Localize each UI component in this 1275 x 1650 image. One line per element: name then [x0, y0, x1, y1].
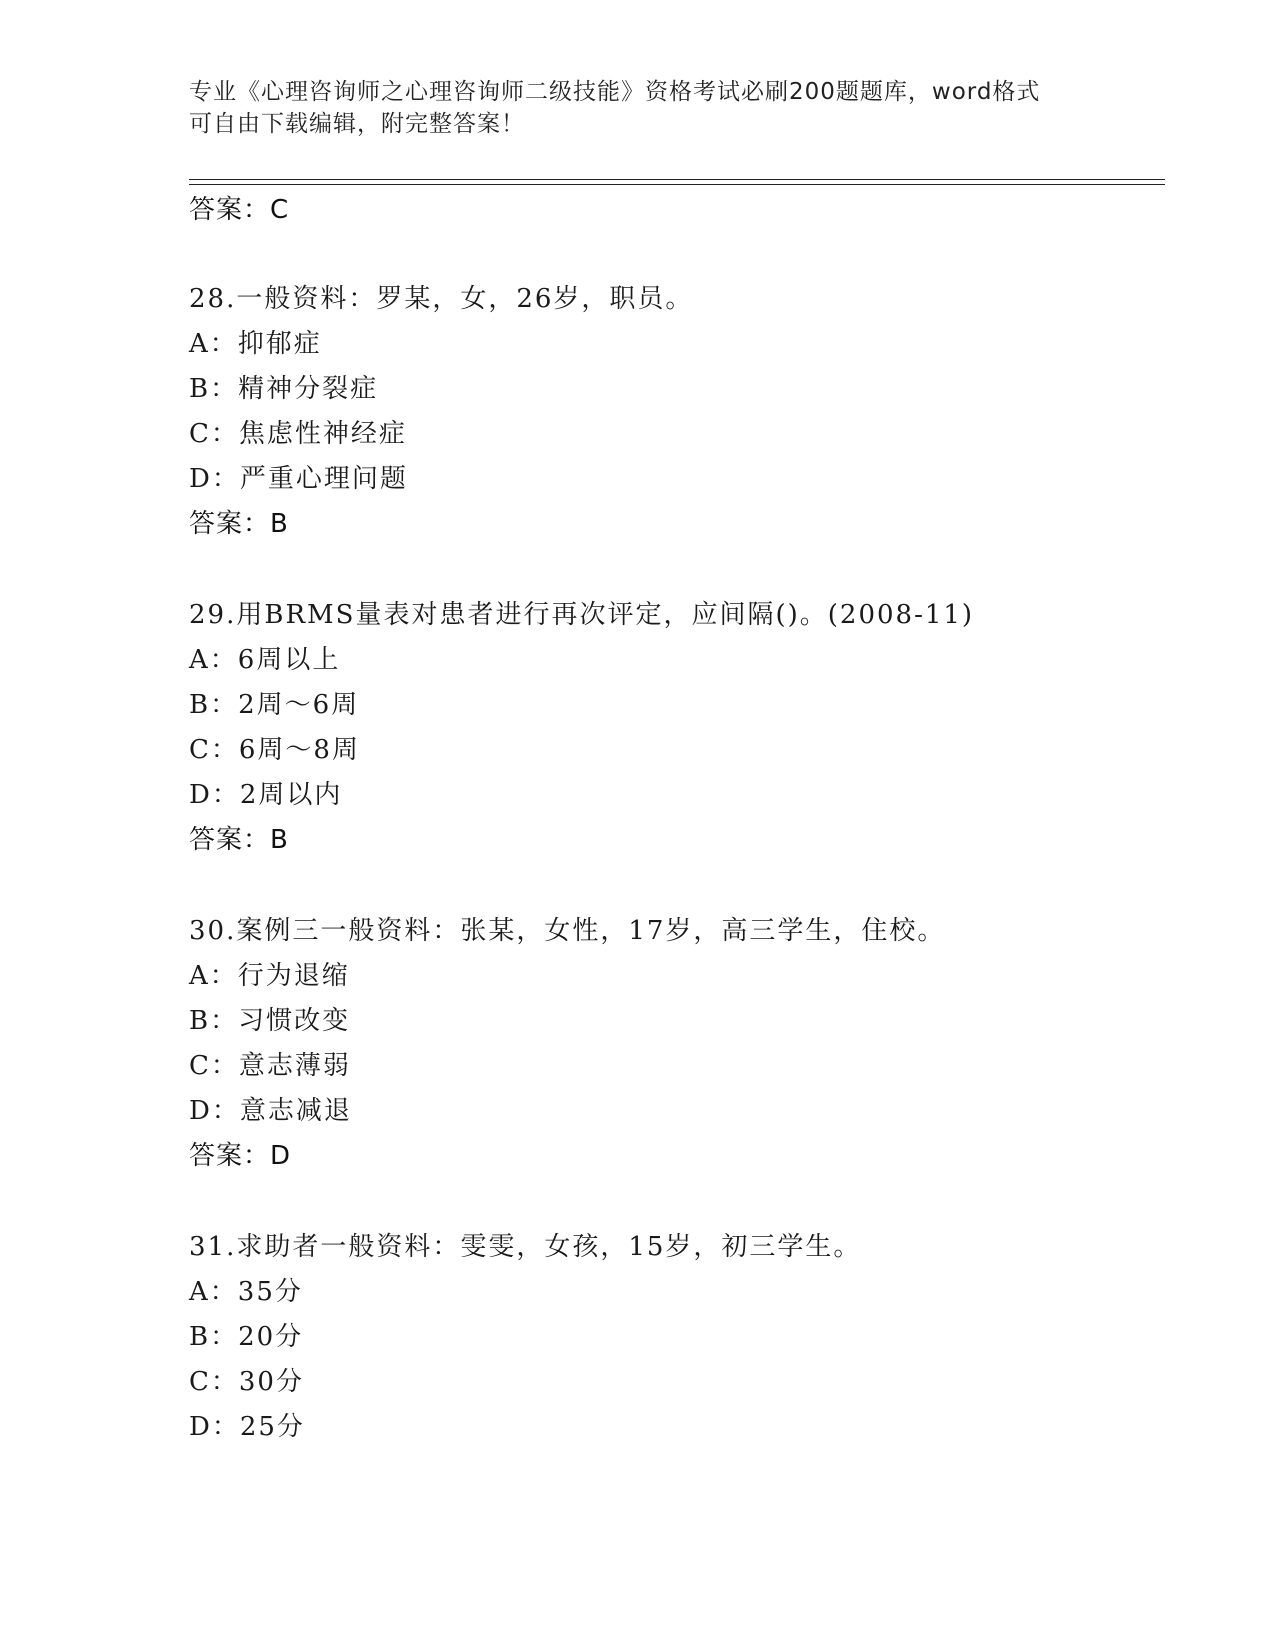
question-31-option-b: B：20分: [189, 1322, 304, 1352]
question-28-option-d: D：严重心理问题: [189, 464, 408, 494]
question-28-stem: 28.一般资料：罗某，女，26岁，职员。: [189, 284, 694, 314]
question-30-option-b: B：习惯改变: [189, 1006, 351, 1036]
question-29-option-b: B：2周～6周: [189, 690, 360, 720]
header-line-1: 专业《心理咨询师之心理咨询师二级技能》资格考试必刷200题题库，word格式: [189, 79, 1041, 105]
question-30-option-d: D：意志减退: [189, 1096, 352, 1126]
question-31-option-a: A：35分: [189, 1277, 303, 1307]
question-30-option-a: A：行为退缩: [189, 961, 350, 991]
question-31-option-c: C：30分: [189, 1367, 304, 1397]
question-29-option-c: C：6周～8周: [189, 735, 360, 765]
question-31-option-d: D：25分: [189, 1412, 305, 1442]
question-29-stem: 29.用BRMS量表对患者进行再次评定，应间隔()。(2008-11): [189, 600, 975, 630]
question-28-answer: 答案：B: [189, 509, 289, 539]
question-30-answer: 答案：D: [189, 1141, 292, 1171]
header-divider-top: [189, 179, 1165, 180]
document-header: [189, 76, 1089, 140]
header-line-2: 可自由下载编辑，附完整答案！: [189, 111, 525, 137]
question-28-option-a: A：抑郁症: [189, 329, 322, 359]
question-30-option-c: C：意志薄弱: [189, 1051, 351, 1081]
question-28-option-c: C：焦虑性神经症: [189, 419, 407, 449]
question-29-answer: 答案：B: [189, 825, 289, 855]
header-divider-bottom: [189, 184, 1165, 185]
question-31-stem: 31.求助者一般资料：雯雯，女孩，15岁，初三学生。: [189, 1232, 862, 1262]
question-28-option-b: B：精神分裂症: [189, 374, 379, 404]
previous-answer: 答案：C: [189, 195, 290, 225]
question-29-option-a: A：6周以上: [189, 645, 341, 675]
question-29-option-d: D：2周以内: [189, 780, 343, 810]
question-30-stem: 30.案例三一般资料：张某，女性，17岁，高三学生，住校。: [189, 916, 946, 946]
